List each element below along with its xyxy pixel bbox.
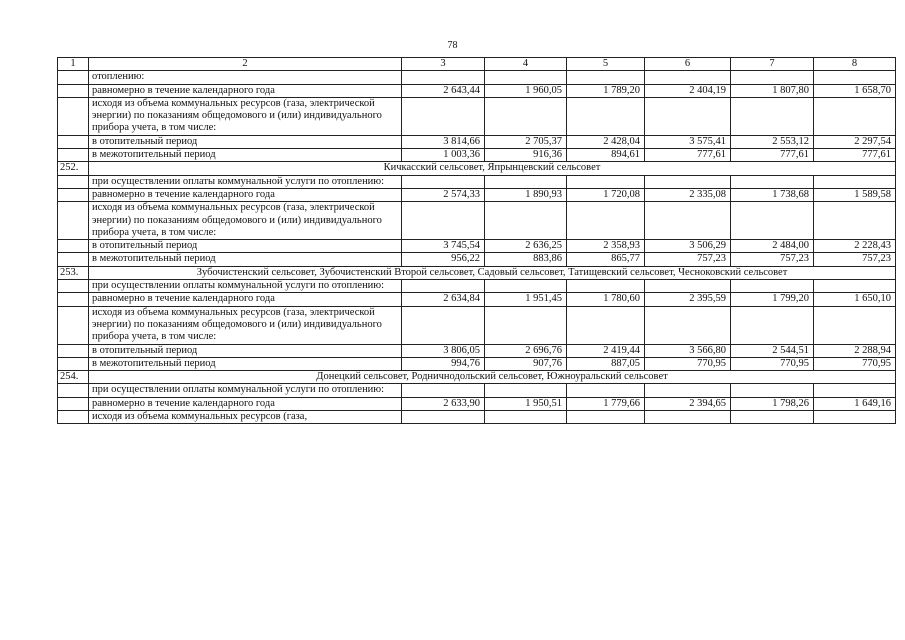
tariff-value	[567, 280, 645, 293]
tariff-value	[731, 280, 814, 293]
tariff-value: 2 419,44	[567, 344, 645, 357]
row-number-empty	[58, 149, 89, 162]
column-number: 5	[567, 58, 645, 71]
row-description: в отопительный период	[89, 135, 402, 148]
tariff-value: 1 798,26	[731, 397, 814, 410]
tariff-value	[645, 202, 731, 240]
column-number: 7	[731, 58, 814, 71]
tariff-label-row	[58, 306, 896, 344]
tariff-value: 2 395,59	[645, 293, 731, 306]
tariff-value	[402, 71, 485, 84]
tariff-value: 2 553,12	[731, 135, 814, 148]
row-number-empty	[58, 344, 89, 357]
settlement-group-title: Кичкасский сельсовет, Япрынцевский сельсовет	[89, 162, 896, 175]
column-number: 8	[814, 58, 896, 71]
tariff-value	[731, 384, 814, 397]
row-number-empty	[58, 411, 89, 424]
column-number: 6	[645, 58, 731, 71]
tariff-value	[645, 411, 731, 424]
tariff-value: 2 228,43	[814, 240, 896, 253]
tariff-value	[402, 175, 485, 188]
tariff-value: 916,36	[485, 149, 567, 162]
tariff-value	[814, 71, 896, 84]
row-description: исходя из объема коммунальных ресурсов (газа, электрической энергии) по показаниям общедомового и (или) индивидуального прибора учета, в том числе:	[89, 202, 402, 240]
tariff-value: 3 806,05	[402, 344, 485, 357]
tariff-value: 1 003,36	[402, 149, 485, 162]
tariff-value: 2 636,25	[485, 240, 567, 253]
tariff-value	[731, 175, 814, 188]
tariff-value: 2 705,37	[485, 135, 567, 148]
row-description: исходя из объема коммунальных ресурсов (газа, электрической энергии) по показаниям общедомового и (или) индивидуального прибора учета, в том числе:	[89, 306, 402, 344]
tariff-value	[567, 97, 645, 135]
tariff-value	[485, 202, 567, 240]
tariff-value: 1 890,93	[485, 188, 567, 201]
tariff-table	[57, 57, 896, 424]
row-number-empty	[58, 97, 89, 135]
tariff-value	[402, 97, 485, 135]
tariff-value: 894,61	[567, 149, 645, 162]
row-number-empty	[58, 280, 89, 293]
tariff-value	[567, 384, 645, 397]
tariff-value	[814, 202, 896, 240]
row-description: при осуществлении оплаты коммунальной услуги по отоплению:	[89, 175, 402, 188]
row-description: в межотопительный период	[89, 149, 402, 162]
row-description: равномерно в течение календарного года	[89, 188, 402, 201]
tariff-data-row	[58, 397, 896, 410]
tariff-data-row	[58, 135, 896, 148]
tariff-data-row	[58, 253, 896, 266]
tariff-value	[814, 384, 896, 397]
row-number: 254.	[58, 371, 89, 384]
row-description: исходя из объема коммунальных ресурсов (газа,	[89, 411, 402, 424]
tariff-value: 1 738,68	[731, 188, 814, 201]
tariff-value	[731, 202, 814, 240]
tariff-label-row	[58, 202, 896, 240]
tariff-value: 770,95	[645, 357, 731, 370]
tariff-value: 883,86	[485, 253, 567, 266]
column-number: 3	[402, 58, 485, 71]
tariff-label-row	[58, 384, 896, 397]
row-number-empty	[58, 240, 89, 253]
tariff-value: 1 589,58	[814, 188, 896, 201]
row-description: в отопительный период	[89, 344, 402, 357]
tariff-value: 770,95	[731, 357, 814, 370]
tariff-value: 757,23	[645, 253, 731, 266]
column-number: 1	[58, 58, 89, 71]
tariff-value: 1 789,20	[567, 84, 645, 97]
row-number-empty	[58, 357, 89, 370]
column-number: 2	[89, 58, 402, 71]
tariff-value: 1 720,08	[567, 188, 645, 201]
row-number: 253.	[58, 266, 89, 279]
tariff-value	[814, 411, 896, 424]
tariff-value: 3 566,80	[645, 344, 731, 357]
tariff-value	[567, 411, 645, 424]
tariff-value	[731, 97, 814, 135]
tariff-value: 1 807,80	[731, 84, 814, 97]
tariff-data-row	[58, 357, 896, 370]
tariff-value	[485, 71, 567, 84]
tariff-value: 2 404,19	[645, 84, 731, 97]
tariff-value: 3 575,41	[645, 135, 731, 148]
tariff-value: 757,23	[814, 253, 896, 266]
tariff-value	[645, 71, 731, 84]
tariff-value	[645, 175, 731, 188]
tariff-value: 757,23	[731, 253, 814, 266]
tariff-value: 3 814,66	[402, 135, 485, 148]
tariff-value: 1 650,10	[814, 293, 896, 306]
tariff-value: 1 799,20	[731, 293, 814, 306]
tariff-value: 777,61	[814, 149, 896, 162]
settlement-group-title: Донецкий сельсовет, Родничнодольский сельсовет, Южноуральский сельсовет	[89, 371, 896, 384]
tariff-value: 1 649,16	[814, 397, 896, 410]
row-number-empty	[58, 135, 89, 148]
row-number-empty	[58, 202, 89, 240]
tariff-value: 907,76	[485, 357, 567, 370]
tariff-value: 770,95	[814, 357, 896, 370]
tariff-value: 2 484,00	[731, 240, 814, 253]
tariff-label-row	[58, 175, 896, 188]
column-number-row	[58, 58, 896, 71]
settlement-group-title: Зубочистенский сельсовет, Зубочистенский Второй сельсовет, Садовый сельсовет, Татищевский сельсовет, Чесноковский сельсовет	[89, 266, 896, 279]
tariff-value	[645, 280, 731, 293]
row-description: в отопительный период	[89, 240, 402, 253]
tariff-data-row	[58, 344, 896, 357]
tariff-value	[645, 97, 731, 135]
tariff-value	[485, 175, 567, 188]
tariff-value	[567, 202, 645, 240]
tariff-value: 2 574,33	[402, 188, 485, 201]
column-number: 4	[485, 58, 567, 71]
tariff-value	[567, 306, 645, 344]
row-number-empty	[58, 397, 89, 410]
tariff-value: 1 658,70	[814, 84, 896, 97]
tariff-value	[645, 306, 731, 344]
tariff-data-row	[58, 84, 896, 97]
tariff-value: 777,61	[731, 149, 814, 162]
row-description: при осуществлении оплаты коммунальной услуги по отоплению:	[89, 384, 402, 397]
tariff-label-row	[58, 97, 896, 135]
tariff-value	[485, 97, 567, 135]
tariff-value	[402, 411, 485, 424]
tariff-data-row	[58, 240, 896, 253]
tariff-data-row	[58, 188, 896, 201]
tariff-label-row	[58, 411, 896, 424]
tariff-value	[814, 280, 896, 293]
row-number-empty	[58, 306, 89, 344]
settlement-heading-row	[58, 371, 896, 384]
row-description: в межотопительный период	[89, 253, 402, 266]
tariff-value: 2 643,44	[402, 84, 485, 97]
tariff-value: 2 288,94	[814, 344, 896, 357]
tariff-value	[567, 175, 645, 188]
tariff-value: 2 633,90	[402, 397, 485, 410]
tariff-label-row	[58, 71, 896, 84]
row-number-empty	[58, 293, 89, 306]
row-number-empty	[58, 188, 89, 201]
row-number-empty	[58, 384, 89, 397]
row-description: равномерно в течение календарного года	[89, 397, 402, 410]
tariff-value: 887,05	[567, 357, 645, 370]
tariff-value: 2 394,65	[645, 397, 731, 410]
tariff-value: 2 428,04	[567, 135, 645, 148]
tariff-data-row	[58, 149, 896, 162]
row-description: в межотопительный период	[89, 357, 402, 370]
tariff-value: 994,76	[402, 357, 485, 370]
tariff-value: 3 506,29	[645, 240, 731, 253]
tariff-data-row	[58, 293, 896, 306]
tariff-value: 2 335,08	[645, 188, 731, 201]
tariff-value: 2 634,84	[402, 293, 485, 306]
tariff-value: 3 745,54	[402, 240, 485, 253]
settlement-heading-row	[58, 162, 896, 175]
tariff-value: 956,22	[402, 253, 485, 266]
tariff-value: 2 297,54	[814, 135, 896, 148]
tariff-value	[814, 97, 896, 135]
tariff-label-row	[58, 280, 896, 293]
tariff-value: 865,77	[567, 253, 645, 266]
tariff-value	[485, 306, 567, 344]
row-description: равномерно в течение календарного года	[89, 293, 402, 306]
row-description: равномерно в течение календарного года	[89, 84, 402, 97]
tariff-value	[485, 280, 567, 293]
tariff-value: 1 960,05	[485, 84, 567, 97]
tariff-value: 2 358,93	[567, 240, 645, 253]
settlement-heading-row	[58, 266, 896, 279]
tariff-value	[731, 306, 814, 344]
table-body	[58, 58, 896, 424]
tariff-value	[567, 71, 645, 84]
tariff-value	[402, 280, 485, 293]
tariff-value: 777,61	[645, 149, 731, 162]
row-number-empty	[58, 175, 89, 188]
tariff-value: 2 696,76	[485, 344, 567, 357]
tariff-value	[814, 306, 896, 344]
row-number: 252.	[58, 162, 89, 175]
tariff-value: 1 779,66	[567, 397, 645, 410]
tariff-value: 2 544,51	[731, 344, 814, 357]
tariff-value	[402, 384, 485, 397]
row-description: отоплению:	[89, 71, 402, 84]
row-number-empty	[58, 71, 89, 84]
tariff-value: 1 951,45	[485, 293, 567, 306]
tariff-value	[814, 175, 896, 188]
row-number-empty	[58, 253, 89, 266]
tariff-value	[731, 71, 814, 84]
row-description: исходя из объема коммунальных ресурсов (газа, электрической энергии) по показаниям общедомового и (или) индивидуального прибора учета, в том числе:	[89, 97, 402, 135]
tariff-value	[402, 306, 485, 344]
tariff-value: 1 950,51	[485, 397, 567, 410]
tariff-value	[485, 411, 567, 424]
row-description: при осуществлении оплаты коммунальной услуги по отоплению:	[89, 280, 402, 293]
page-number: 78	[447, 40, 458, 51]
row-number-empty	[58, 84, 89, 97]
tariff-value	[402, 202, 485, 240]
tariff-value: 1 780,60	[567, 293, 645, 306]
tariff-value	[645, 384, 731, 397]
tariff-value	[485, 384, 567, 397]
tariff-value	[731, 411, 814, 424]
